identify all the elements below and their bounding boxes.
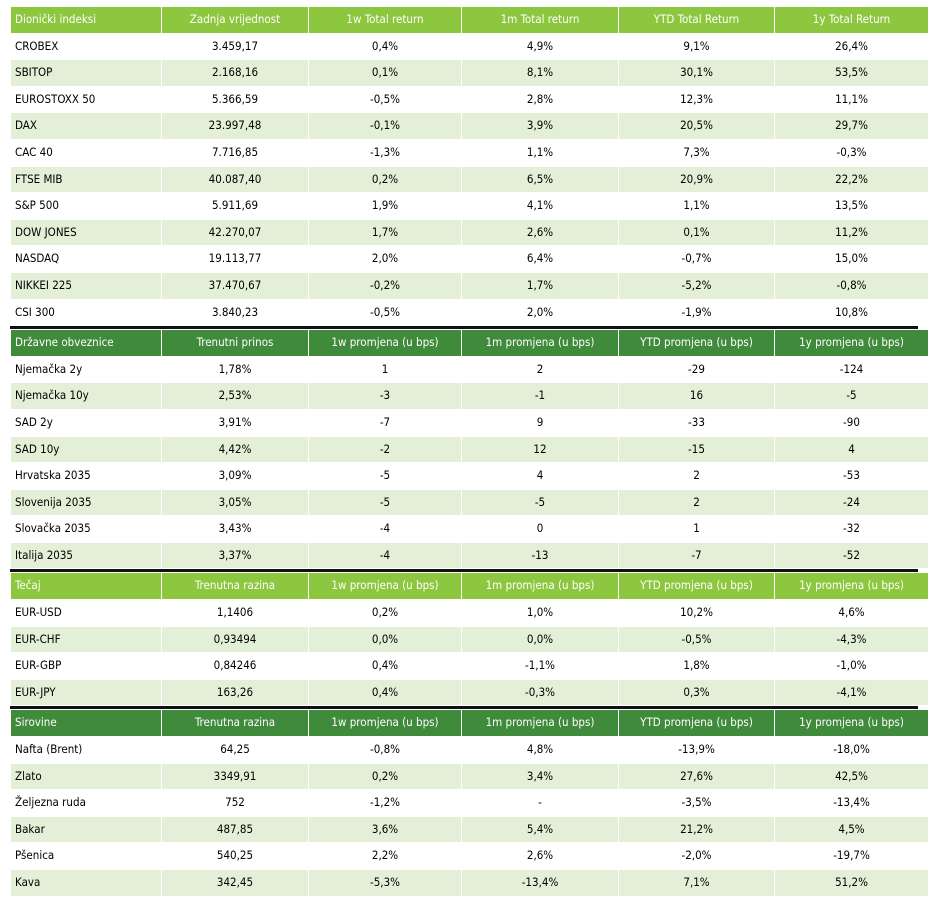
value-cell: 3349,91	[162, 763, 309, 790]
row-label: Slovačka 2035	[11, 516, 162, 543]
value-cell: -0,8%	[309, 737, 462, 764]
row-label: Slovenija 2035	[11, 489, 162, 516]
value-cell: 1,9%	[309, 193, 462, 220]
value-cell: 163,26	[162, 679, 309, 706]
value-cell: 3,43%	[162, 516, 309, 543]
value-cell: 4	[775, 436, 928, 463]
value-cell: 64,25	[162, 737, 309, 764]
value-cell: -1,1%	[462, 653, 619, 680]
value-cell: 7,1%	[619, 870, 775, 897]
value-cell: 1,7%	[462, 272, 619, 299]
value-cell: 4,6%	[775, 600, 928, 627]
column-header: 1m promjena (u bps)	[462, 573, 619, 600]
table-row	[11, 356, 928, 383]
value-cell: 1,7%	[309, 219, 462, 246]
table-row	[11, 219, 928, 246]
value-cell: 0,1%	[619, 219, 775, 246]
column-header: 1y promjena (u bps)	[775, 573, 928, 600]
value-cell: -29	[619, 356, 775, 383]
table-row	[11, 653, 928, 680]
value-cell: -90	[775, 409, 928, 436]
value-cell: -5	[309, 463, 462, 490]
column-header: Trenutni prinos	[162, 330, 309, 357]
value-cell: 0,4%	[309, 679, 462, 706]
column-header: Trenutna razina	[162, 710, 309, 737]
value-cell: 2,2%	[309, 843, 462, 870]
value-cell: -1,3%	[309, 139, 462, 166]
column-header: Zadnja vrijednost	[162, 7, 309, 34]
value-cell: 0,0%	[309, 626, 462, 653]
column-header: 1m promjena (u bps)	[462, 710, 619, 737]
row-label: S&P 500	[11, 193, 162, 220]
value-cell: -5,3%	[309, 870, 462, 897]
table-row	[11, 113, 928, 140]
value-cell: 51,2%	[775, 870, 928, 897]
column-header: Trenutna razina	[162, 573, 309, 600]
value-cell: 6,5%	[462, 166, 619, 193]
value-cell: 12,3%	[619, 86, 775, 113]
value-cell: 3,4%	[462, 763, 619, 790]
value-cell: 2.168,16	[162, 60, 309, 87]
value-cell: 12	[462, 436, 619, 463]
value-cell: 15,0%	[775, 246, 928, 273]
value-cell: -4	[309, 542, 462, 569]
row-label: DOW JONES	[11, 219, 162, 246]
column-header: Državne obveznice	[11, 330, 162, 357]
value-cell: 1,1%	[462, 139, 619, 166]
table-row	[11, 600, 928, 627]
row-label: NIKKEI 225	[11, 272, 162, 299]
table-row	[11, 86, 928, 113]
value-cell: -32	[775, 516, 928, 543]
row-label: DAX	[11, 113, 162, 140]
row-label: Zlato	[11, 763, 162, 790]
value-cell: 4,1%	[462, 193, 619, 220]
value-cell: 23.997,48	[162, 113, 309, 140]
value-cell: 9	[462, 409, 619, 436]
value-cell: 29,7%	[775, 113, 928, 140]
column-header: 1y promjena (u bps)	[775, 710, 928, 737]
value-cell: 0,4%	[309, 653, 462, 680]
value-cell: -5	[775, 383, 928, 410]
indices-table	[10, 6, 928, 326]
value-cell: 7.716,85	[162, 139, 309, 166]
market-overview-tables	[10, 6, 918, 897]
row-label: SBITOP	[11, 60, 162, 87]
value-cell: 4,42%	[162, 436, 309, 463]
value-cell: 4	[462, 463, 619, 490]
value-cell: -2,0%	[619, 843, 775, 870]
value-cell: 0,0%	[462, 626, 619, 653]
table-row	[11, 737, 928, 764]
value-cell: 540,25	[162, 843, 309, 870]
table-row	[11, 166, 928, 193]
table-row	[11, 626, 928, 653]
table-row	[11, 246, 928, 273]
table-header-row	[11, 7, 928, 34]
value-cell: 3.459,17	[162, 33, 309, 60]
value-cell: 1,1406	[162, 600, 309, 627]
column-header: 1w promjena (u bps)	[309, 330, 462, 357]
row-label: SAD 2y	[11, 409, 162, 436]
value-cell: 0,2%	[309, 763, 462, 790]
table-row	[11, 272, 928, 299]
row-label: Pšenica	[11, 843, 162, 870]
value-cell: -5	[462, 489, 619, 516]
value-cell: -3	[309, 383, 462, 410]
value-cell: 1,78%	[162, 356, 309, 383]
value-cell: 42.270,07	[162, 219, 309, 246]
row-label: Nafta (Brent)	[11, 737, 162, 764]
value-cell: 1,8%	[619, 653, 775, 680]
row-label: Njemačka 2y	[11, 356, 162, 383]
value-cell: -18,0%	[775, 737, 928, 764]
value-cell: 5,4%	[462, 816, 619, 843]
fx-table	[10, 572, 928, 706]
value-cell: -4,1%	[775, 679, 928, 706]
value-cell: 42,5%	[775, 763, 928, 790]
value-cell: -0,3%	[462, 679, 619, 706]
table-header-row	[11, 330, 928, 357]
value-cell: -1	[462, 383, 619, 410]
value-cell: 2	[619, 489, 775, 516]
value-cell: 3,05%	[162, 489, 309, 516]
table-row	[11, 60, 928, 87]
row-label: Bakar	[11, 816, 162, 843]
value-cell: 2,8%	[462, 86, 619, 113]
column-header: 1w promjena (u bps)	[309, 573, 462, 600]
table-row	[11, 383, 928, 410]
value-cell: 0,2%	[309, 166, 462, 193]
value-cell: 20,5%	[619, 113, 775, 140]
value-cell: 487,85	[162, 816, 309, 843]
value-cell: 21,2%	[619, 816, 775, 843]
row-label: SAD 10y	[11, 436, 162, 463]
table-header-row	[11, 573, 928, 600]
row-label: EUR-GBP	[11, 653, 162, 680]
table-row	[11, 763, 928, 790]
commodities-table	[10, 709, 928, 896]
table-row	[11, 139, 928, 166]
value-cell: 1,1%	[619, 193, 775, 220]
value-cell: 752	[162, 790, 309, 817]
table-row	[11, 542, 928, 569]
value-cell: -0,5%	[309, 86, 462, 113]
value-cell: -0,2%	[309, 272, 462, 299]
row-label: Italija 2035	[11, 542, 162, 569]
value-cell: 4,8%	[462, 737, 619, 764]
column-header: YTD promjena (u bps)	[619, 710, 775, 737]
row-label: Hrvatska 2035	[11, 463, 162, 490]
column-header: YTD promjena (u bps)	[619, 573, 775, 600]
value-cell: 0,93494	[162, 626, 309, 653]
row-label: Željezna ruda	[11, 790, 162, 817]
value-cell: -0,8%	[775, 272, 928, 299]
table-row	[11, 463, 928, 490]
column-header: 1w Total return	[309, 7, 462, 34]
table-row	[11, 193, 928, 220]
column-header: 1m promjena (u bps)	[462, 330, 619, 357]
value-cell: 2,53%	[162, 383, 309, 410]
value-cell: -2	[309, 436, 462, 463]
value-cell: 26,4%	[775, 33, 928, 60]
value-cell: 1	[309, 356, 462, 383]
table-row	[11, 33, 928, 60]
value-cell: -15	[619, 436, 775, 463]
value-cell: -0,3%	[775, 139, 928, 166]
value-cell: 11,1%	[775, 86, 928, 113]
value-cell: 1	[619, 516, 775, 543]
row-label: CROBEX	[11, 33, 162, 60]
value-cell: -7	[619, 542, 775, 569]
value-cell: 3,37%	[162, 542, 309, 569]
column-header: 1y Total Return	[775, 7, 928, 34]
column-header: Tečaj	[11, 573, 162, 600]
table-header-row	[11, 710, 928, 737]
column-header: Dionički indeksi	[11, 7, 162, 34]
value-cell: -4,3%	[775, 626, 928, 653]
value-cell: -3,5%	[619, 790, 775, 817]
table-row	[11, 790, 928, 817]
value-cell: 0,1%	[309, 60, 462, 87]
value-cell: 1,0%	[462, 600, 619, 627]
column-header: YTD Total Return	[619, 7, 775, 34]
value-cell: -13,4%	[462, 870, 619, 897]
row-label: FTSE MIB	[11, 166, 162, 193]
row-label: CAC 40	[11, 139, 162, 166]
bonds-table	[10, 329, 928, 569]
value-cell: 27,6%	[619, 763, 775, 790]
value-cell: -13,9%	[619, 737, 775, 764]
value-cell: 0,4%	[309, 33, 462, 60]
table-row	[11, 816, 928, 843]
value-cell: -5	[309, 489, 462, 516]
value-cell: 4,9%	[462, 33, 619, 60]
value-cell: 5.911,69	[162, 193, 309, 220]
value-cell: 3,6%	[309, 816, 462, 843]
value-cell: -5,2%	[619, 272, 775, 299]
value-cell: -13,4%	[775, 790, 928, 817]
row-label: EUR-JPY	[11, 679, 162, 706]
value-cell: 4,5%	[775, 816, 928, 843]
value-cell: 342,45	[162, 870, 309, 897]
column-header: Sirovine	[11, 710, 162, 737]
value-cell: 6,4%	[462, 246, 619, 273]
value-cell: 19.113,77	[162, 246, 309, 273]
value-cell: 0,3%	[619, 679, 775, 706]
value-cell: 0,84246	[162, 653, 309, 680]
value-cell: 2	[462, 356, 619, 383]
value-cell: -33	[619, 409, 775, 436]
value-cell: 0	[462, 516, 619, 543]
table-row	[11, 870, 928, 897]
value-cell: 11,2%	[775, 219, 928, 246]
column-header: 1w promjena (u bps)	[309, 710, 462, 737]
value-cell: -4	[309, 516, 462, 543]
row-label: NASDAQ	[11, 246, 162, 273]
value-cell: 3,09%	[162, 463, 309, 490]
value-cell: 3.840,23	[162, 299, 309, 326]
value-cell: 2,0%	[309, 246, 462, 273]
value-cell: 2,6%	[462, 843, 619, 870]
value-cell: 10,2%	[619, 600, 775, 627]
value-cell: -0,5%	[309, 299, 462, 326]
column-header: 1m Total return	[462, 7, 619, 34]
value-cell: 53,5%	[775, 60, 928, 87]
value-cell: -53	[775, 463, 928, 490]
row-label: EUR-USD	[11, 600, 162, 627]
table-row	[11, 436, 928, 463]
value-cell: 2	[619, 463, 775, 490]
value-cell: -	[462, 790, 619, 817]
value-cell: -7	[309, 409, 462, 436]
value-cell: -0,7%	[619, 246, 775, 273]
column-header: YTD promjena (u bps)	[619, 330, 775, 357]
value-cell: 8,1%	[462, 60, 619, 87]
table-row	[11, 409, 928, 436]
value-cell: 2,6%	[462, 219, 619, 246]
value-cell: 7,3%	[619, 139, 775, 166]
value-cell: 2,0%	[462, 299, 619, 326]
value-cell: -19,7%	[775, 843, 928, 870]
row-label: CSI 300	[11, 299, 162, 326]
value-cell: -1,0%	[775, 653, 928, 680]
value-cell: 37.470,67	[162, 272, 309, 299]
value-cell: -124	[775, 356, 928, 383]
value-cell: -1,2%	[309, 790, 462, 817]
value-cell: -13	[462, 542, 619, 569]
table-row	[11, 516, 928, 543]
value-cell: -0,1%	[309, 113, 462, 140]
value-cell: 30,1%	[619, 60, 775, 87]
value-cell: 3,91%	[162, 409, 309, 436]
row-label: Kava	[11, 870, 162, 897]
value-cell: -0,5%	[619, 626, 775, 653]
value-cell: 9,1%	[619, 33, 775, 60]
value-cell: -1,9%	[619, 299, 775, 326]
value-cell: -52	[775, 542, 928, 569]
table-row	[11, 679, 928, 706]
value-cell: 40.087,40	[162, 166, 309, 193]
table-row	[11, 299, 928, 326]
value-cell: 16	[619, 383, 775, 410]
value-cell: 20,9%	[619, 166, 775, 193]
value-cell: 10,8%	[775, 299, 928, 326]
row-label: EUROSTOXX 50	[11, 86, 162, 113]
value-cell: 5.366,59	[162, 86, 309, 113]
value-cell: -24	[775, 489, 928, 516]
column-header: 1y promjena (u bps)	[775, 330, 928, 357]
row-label: Njemačka 10y	[11, 383, 162, 410]
value-cell: 0,2%	[309, 600, 462, 627]
value-cell: 13,5%	[775, 193, 928, 220]
value-cell: 22,2%	[775, 166, 928, 193]
table-row	[11, 489, 928, 516]
value-cell: 3,9%	[462, 113, 619, 140]
row-label: EUR-CHF	[11, 626, 162, 653]
